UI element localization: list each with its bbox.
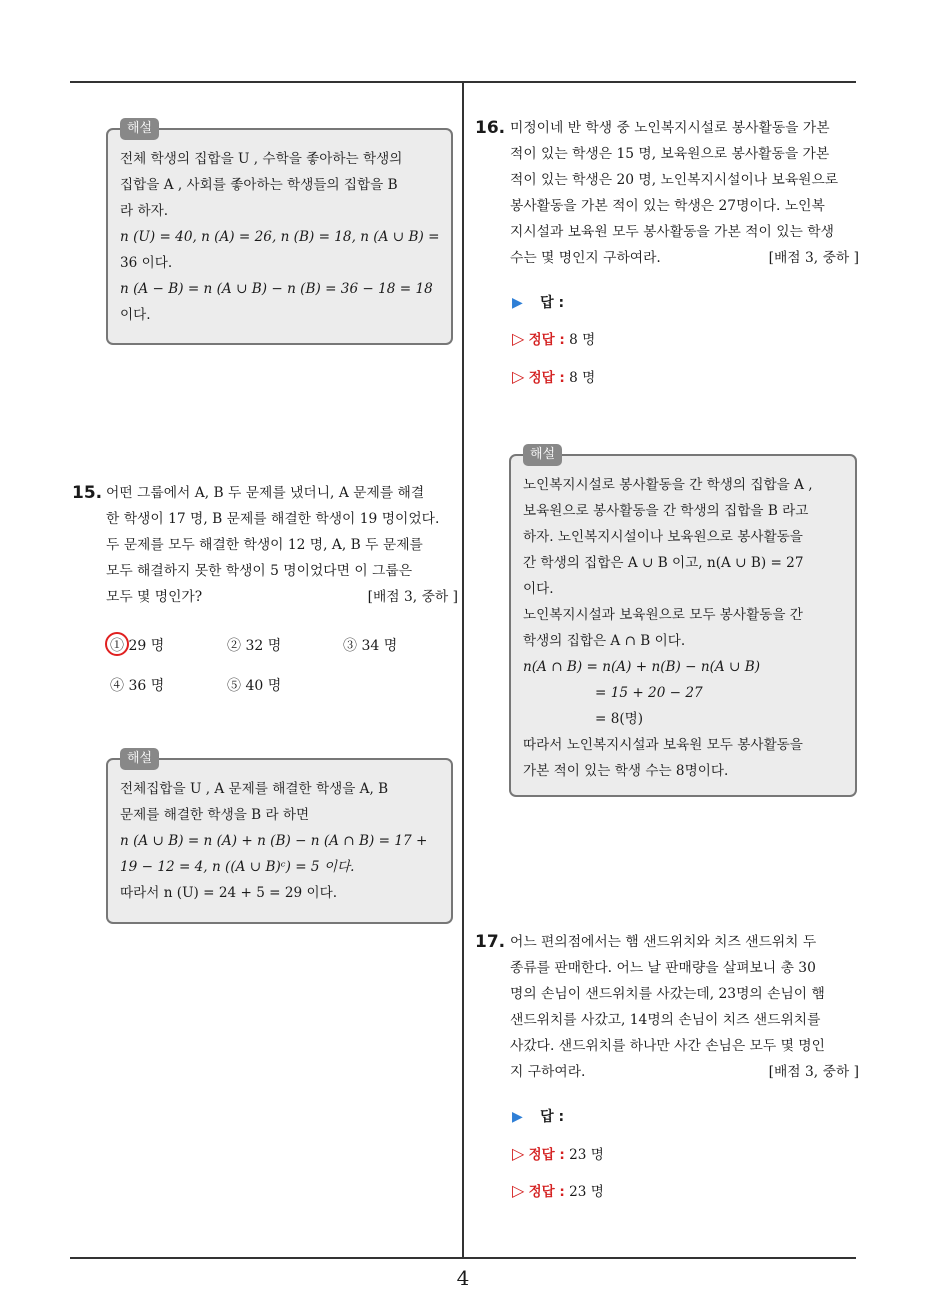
solution-line: 노인복지시설과 보육원으로 모두 봉사활동을 간 — [523, 607, 803, 623]
outline-triangle-icon: ▷ — [512, 1144, 525, 1163]
question-line: 지시설과 보육원 모두 봉사활동을 가본 적이 있는 학생 — [510, 224, 834, 240]
choice-3[interactable]: ③ 34 명 — [343, 638, 398, 654]
choice-5[interactable]: ⑤ 40 명 — [227, 678, 282, 694]
correct-value: 8 명 — [569, 370, 596, 386]
solution-line: 전체집합을 U , A 문제를 해결한 학생을 A, B — [120, 781, 389, 797]
solution-line: 따라서 노인복지시설과 보육원 모두 봉사활동을 — [523, 737, 803, 753]
correct-answer-row — [512, 1143, 604, 1163]
question-number: 17. — [475, 932, 506, 952]
correct-answer-row — [512, 328, 595, 348]
question-line: 사갔다. 샌드위치를 하나만 사간 손님은 모두 몇 명인 — [510, 1038, 825, 1054]
question-line: 봉사활동을 가본 적이 있는 학생은 27명이다. 노인복 — [510, 198, 825, 214]
solution-tag: 해설 — [120, 748, 159, 770]
solution-line: = 15 + 20 − 27 — [595, 685, 703, 701]
choice-2[interactable]: ② 32 명 — [227, 638, 282, 654]
correct-answer-row — [512, 366, 595, 386]
solution-line: 라 하자. — [120, 203, 169, 219]
bottom-rule — [70, 1257, 856, 1259]
question-17 — [475, 929, 859, 1085]
question-line: 모두 해결하지 못한 학생이 5 명이었다면 이 그룹은 — [106, 563, 413, 579]
solution-line: 문제를 해결한 학생을 B 라 하면 — [120, 807, 310, 823]
solution-box-15 — [106, 751, 453, 924]
outline-triangle-icon: ▷ — [512, 1181, 525, 1200]
solution-line: = 8(명) — [595, 711, 644, 727]
question-line: 미정이네 반 학생 중 노인복지시설로 봉사활동을 가본 — [510, 120, 830, 136]
question-line: 종류를 판매한다. 어느 날 판매량을 살펴보니 총 30 — [510, 960, 816, 976]
correct-answer-row — [512, 1180, 604, 1200]
question-line: 수는 몇 명인지 구하여라. — [510, 250, 661, 266]
solution-box-16 — [509, 447, 857, 797]
question-line: 명의 손님이 샌드위치를 사갔는데, 23명의 손님이 햄 — [510, 986, 825, 1002]
answer-label: 답 : — [540, 1109, 565, 1125]
solution-line: n (U) = 40, n (A) = 26, n (B) = 18, n (A ∪ B) = — [120, 229, 440, 245]
question-number: 15. — [72, 483, 103, 503]
question-line: 적이 있는 학생은 20 명, 노인복지시설이나 보육원으로 — [510, 172, 839, 188]
question-line: 모두 몇 명인가? — [106, 589, 203, 605]
solution-line: 집합을 A , 사회를 좋아하는 학생들의 집합을 B — [120, 177, 398, 193]
solution-line: 36 이다. — [120, 255, 173, 271]
correct-value: 23 명 — [569, 1147, 604, 1163]
question-number: 16. — [475, 118, 506, 138]
answer-input-row[interactable] — [512, 292, 564, 312]
question-15 — [72, 480, 458, 610]
solution-line: 이다. — [523, 581, 554, 597]
question-line: 한 학생이 17 명, B 문제를 해결한 학생이 19 명이었다. — [106, 511, 440, 527]
page-number: 4 — [456, 1266, 470, 1290]
outline-triangle-icon: ▷ — [512, 367, 525, 386]
correct-label: 정답 : — [528, 332, 565, 348]
question-16 — [475, 115, 859, 271]
question-line: 적이 있는 학생은 15 명, 보육원으로 봉사활동을 가본 — [510, 146, 830, 162]
column-divider — [462, 83, 464, 1257]
solution-box-14 — [106, 121, 453, 345]
correct-value: 23 명 — [569, 1184, 604, 1200]
solution-line: 보육원으로 봉사활동을 간 학생의 집합을 B 라고 — [523, 503, 809, 519]
answer-label: 답 : — [540, 295, 565, 311]
solution-line: 하자. 노인복지시설이나 보육원으로 봉사활동을 — [523, 529, 803, 545]
correct-label: 정답 : — [528, 1147, 565, 1163]
correct-label: 정답 : — [528, 1184, 565, 1200]
score-label: [배점 3, 중하 ] — [768, 1064, 859, 1080]
outline-triangle-icon: ▷ — [512, 329, 525, 348]
score-label: [배점 3, 중하 ] — [768, 250, 859, 266]
solution-line: 노인복지시설로 봉사활동을 간 학생의 집합을 A , — [523, 477, 813, 493]
question-line: 어느 편의점에서는 햄 샌드위치와 치즈 샌드위치 두 — [510, 934, 817, 950]
question-line: 지 구하여라. — [510, 1064, 586, 1080]
solution-tag: 해설 — [120, 118, 159, 140]
score-label: [배점 3, 중하 ] — [367, 589, 458, 605]
solution-line: n (A − B) = n (A ∪ B) − n (B) = 36 − 18 = 18 — [120, 281, 433, 297]
solution-line: n (A ∪ B) = n (A) + n (B) − n (A ∩ B) = 17 + — [120, 833, 428, 849]
question-line: 샌드위치를 사갔고, 14명의 손님이 치즈 샌드위치를 — [510, 1012, 821, 1028]
play-triangle-icon: ▶ — [512, 1109, 523, 1125]
solution-line: 이다. — [120, 307, 151, 323]
choice-4[interactable]: ④ 36 명 — [110, 678, 165, 694]
question-line: 어떤 그룹에서 A, B 두 문제를 냈더니, A 문제를 해결 — [106, 485, 425, 501]
solution-tag: 해설 — [523, 444, 562, 466]
solution-line: 전체 학생의 집합을 U , 수학을 좋아하는 학생의 — [120, 151, 403, 167]
solution-line: 학생의 집합은 A ∩ B 이다. — [523, 633, 686, 649]
choice-1[interactable]: ① 29 명 — [110, 638, 165, 654]
correct-label: 정답 : — [528, 370, 565, 386]
correct-value: 8 명 — [569, 332, 596, 348]
solution-line: 가본 적이 있는 학생 수는 8명이다. — [523, 763, 729, 779]
answer-input-row[interactable] — [512, 1106, 564, 1126]
question-line: 두 문제를 모두 해결한 학생이 12 명, A, B 두 문제를 — [106, 537, 423, 553]
solution-line: 간 학생의 집합은 A ∪ B 이고, n(A ∪ B) = 27 — [523, 555, 804, 571]
solution-line: n(A ∩ B) = n(A) + n(B) − n(A ∪ B) — [523, 659, 761, 675]
play-triangle-icon: ▶ — [512, 295, 523, 311]
solution-line: 19 − 12 = 4, n ((A ∪ B)ᶜ) = 5 이다. — [120, 859, 355, 875]
solution-line: 따라서 n (U) = 24 + 5 = 29 이다. — [120, 885, 338, 901]
